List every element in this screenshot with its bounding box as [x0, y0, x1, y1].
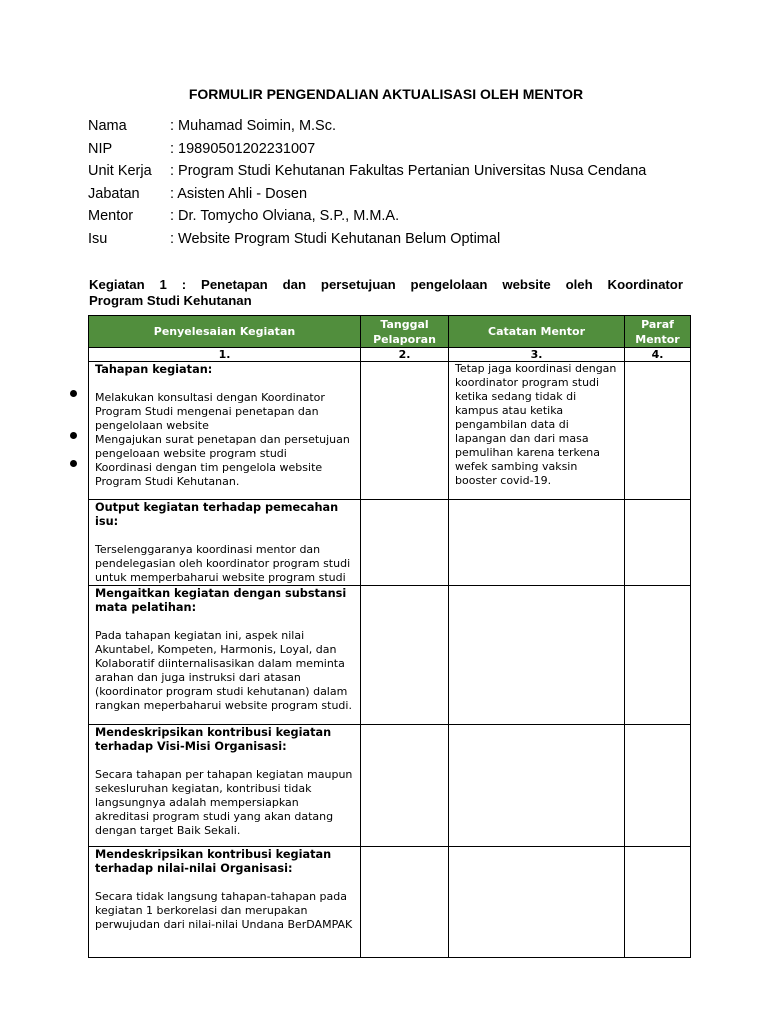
column-number: 1. — [89, 348, 361, 362]
output-cell — [89, 500, 361, 586]
section-body: Secara tahapan per tahapan kegiatan maupun sekesluruhan kegiatan, kontribusi tidak langsungnya adalah mempersiapkan akreditasi program studi yang akan datang dengan target Baik Sekali. — [95, 768, 353, 837]
info-label: Mentor — [88, 208, 134, 225]
info-label: Isu — [88, 230, 108, 247]
date-cell[interactable] — [361, 725, 449, 847]
header-tanggal: Tanggal Pelaporan — [361, 316, 449, 348]
info-value: : 19890501202231007 — [170, 140, 316, 157]
info-row-nip — [88, 140, 708, 163]
table-row — [89, 500, 691, 586]
mentor-note-cell[interactable] — [449, 586, 625, 725]
signature-cell[interactable] — [625, 500, 691, 586]
table-row — [89, 362, 691, 500]
stages-cell — [89, 362, 361, 500]
column-number: 3. — [449, 348, 625, 362]
info-label: Unit Kerja — [88, 163, 152, 180]
mentor-note: Tetap jaga koordinasi dengan koordinator program studi ketika sedang tidak di kampus atau ketika pengambilan data di lapangan dan dari masa pemulihan karena terkena wefek sambing vaksin booster covid-19. — [455, 362, 617, 487]
info-row-issue — [88, 230, 708, 253]
mentor-note-cell[interactable] — [449, 500, 625, 586]
values-cell — [89, 847, 361, 958]
info-label: Nama — [88, 118, 127, 134]
vision-mission-cell — [89, 725, 361, 847]
table-row — [89, 586, 691, 725]
section-body: Secara tidak langsung tahapan-tahapan pada kegiatan 1 berkorelasi dan merupakan perwujudan dari nilai-nilai Undana BerDAMPAK — [95, 890, 353, 931]
list-item: Koordinasi dengan tim pengelola website Program Studi Kehutanan. — [95, 461, 323, 488]
activity-heading-line1: Kegiatan 1 : Penetapan dan persetujuan pengelolaan website oleh Koordinator — [89, 277, 683, 292]
info-value: : Asisten Ahli - Dosen — [170, 185, 308, 202]
bullet-icon — [70, 432, 77, 439]
signature-cell[interactable] — [625, 847, 691, 958]
table-number-row — [89, 348, 691, 362]
table-header-row — [89, 316, 691, 348]
form-title: FORMULIR PENGENDALIAN AKTUALISASI OLEH MENTOR — [188, 86, 584, 102]
mentor-control-table — [88, 315, 691, 958]
table-row — [89, 725, 691, 847]
section-body: Terselenggaranya koordinasi mentor dan pendelegasian oleh koordinator program studi untuk memperbaharui website program studi — [95, 543, 351, 584]
info-label: Jabatan — [88, 185, 140, 202]
bullet-icon — [70, 390, 77, 397]
info-value: : Website Program Studi Kehutanan Belum Optimal — [170, 230, 501, 247]
info-row-unit — [88, 162, 708, 185]
signature-cell[interactable] — [625, 725, 691, 847]
bullet-icon — [70, 460, 77, 467]
column-number: 4. — [625, 348, 691, 362]
mentor-note-cell[interactable] — [449, 725, 625, 847]
info-row-mentor — [88, 207, 708, 230]
info-row-position — [88, 185, 708, 208]
info-value: : Program Studi Kehutanan Fakultas Pertanian Universitas Nusa Cendana — [170, 163, 647, 180]
signature-cell[interactable] — [625, 362, 691, 500]
substance-cell — [89, 586, 361, 725]
mentor-note-cell — [449, 362, 625, 500]
date-cell[interactable] — [361, 586, 449, 725]
table-row — [89, 847, 691, 958]
section-heading: Output kegiatan terhadap pemecahan isu: — [95, 501, 339, 528]
info-row-name — [88, 117, 708, 140]
section-body: Pada tahapan kegiatan ini, aspek nilai Akuntabel, Kompeten, Harmonis, Loyal, dan Kolaboratif diinternalisasikan dalam meminta arahan dan juga instruksi dari atasan (koordinator program studi kehutanan) dalam rangkan meperbaharui website program studi. — [95, 629, 352, 712]
info-label: NIP — [88, 140, 113, 157]
list-item: Melakukan konsultasi dengan Koordinator Program Studi mengenai penetapan dan pengelolaan website — [95, 391, 325, 432]
list-item: Mengajukan surat penetapan dan persetujuan pengeloaan website program studi — [95, 433, 350, 460]
mentor-note-cell[interactable] — [449, 847, 625, 958]
date-cell[interactable] — [361, 847, 449, 958]
activity-heading-line2: Program Studi Kehutanan — [89, 292, 252, 308]
identity-block — [88, 117, 708, 253]
header-catatan: Catatan Mentor — [449, 316, 625, 348]
date-cell[interactable] — [361, 500, 449, 586]
info-value: : Dr. Tomycho Olviana, S.P., M.M.A. — [170, 208, 400, 225]
section-heading: Tahapan kegiatan: — [95, 363, 213, 376]
section-heading: Mendeskripsikan kontribusi kegiatan terhadap nilai-nilai Organisasi: — [95, 848, 332, 875]
info-value: : Muhamad Soimin, M.Sc. — [170, 118, 336, 134]
header-penyelesaian: Penyelesaian Kegiatan — [89, 316, 361, 348]
date-cell[interactable] — [361, 362, 449, 500]
header-paraf: Paraf Mentor — [625, 316, 691, 348]
section-heading: Mendeskripsikan kontribusi kegiatan terhadap Visi-Misi Organisasi: — [95, 726, 332, 753]
activity-heading — [89, 277, 683, 308]
section-heading: Mengaitkan kegiatan dengan substansi mata pelatihan: — [95, 587, 347, 614]
signature-cell[interactable] — [625, 586, 691, 725]
column-number: 2. — [361, 348, 449, 362]
